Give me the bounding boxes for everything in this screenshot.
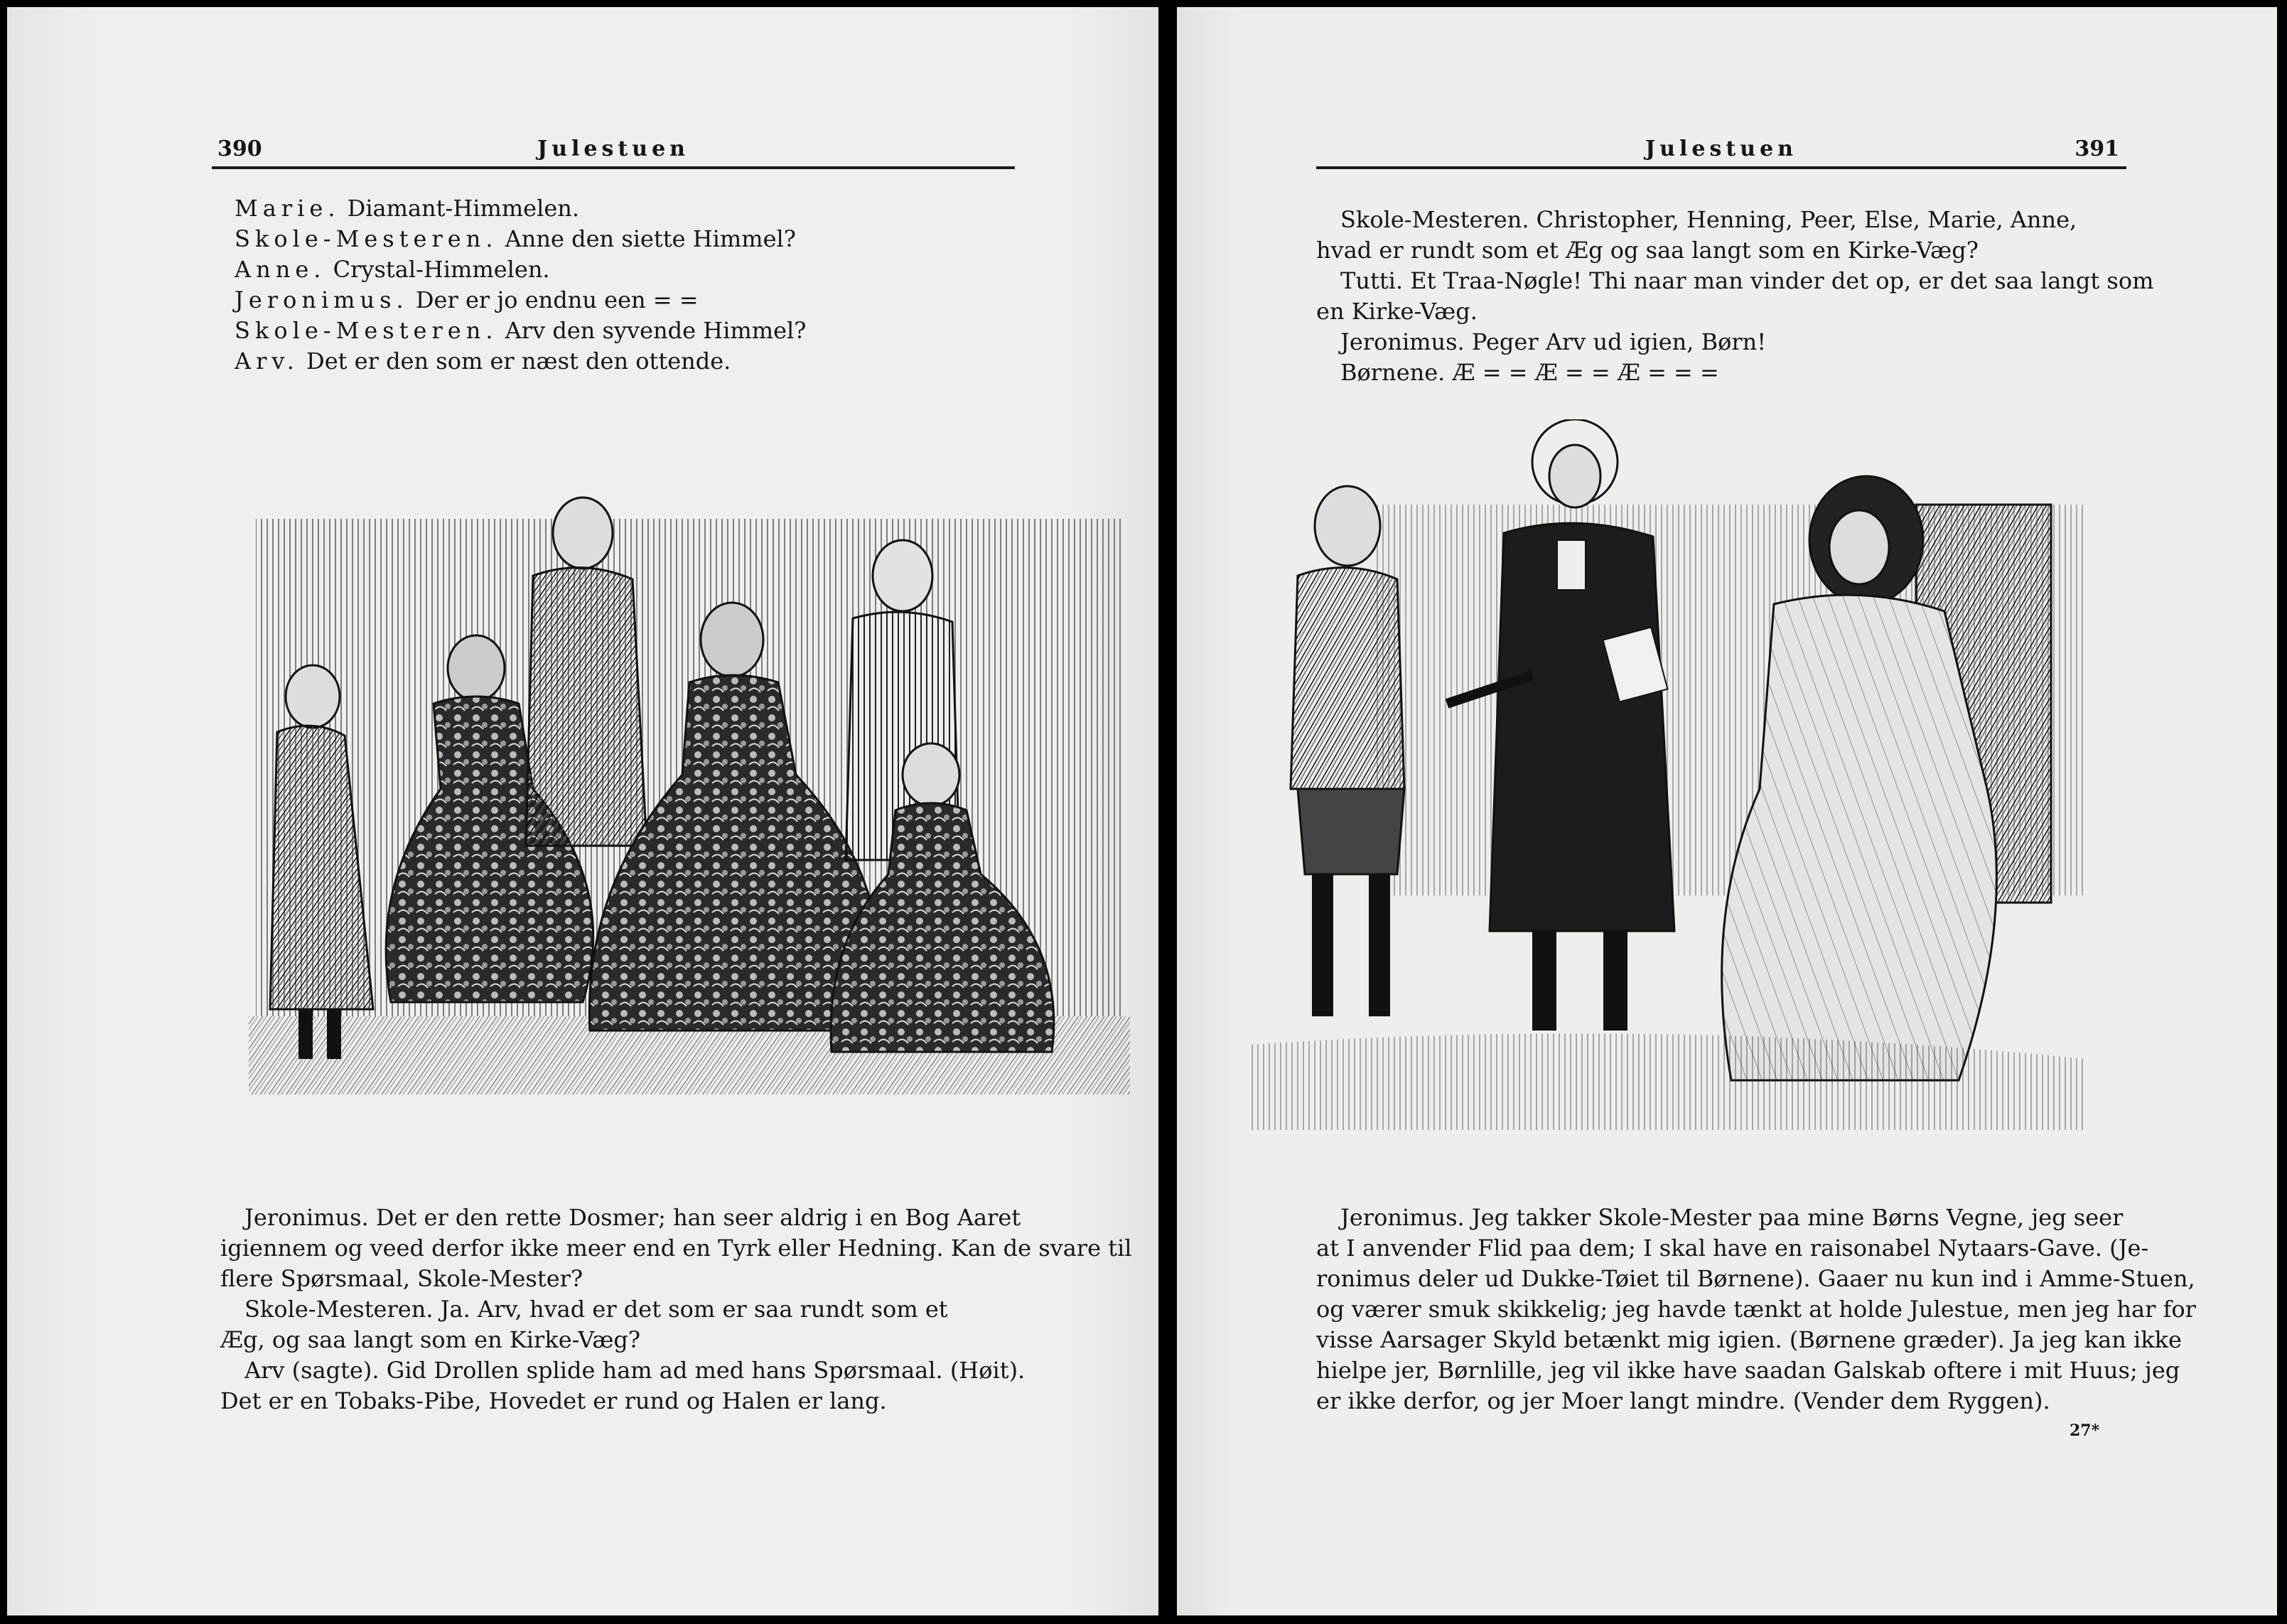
text-line: Tutti. Et Traa-Nøgle! Thi naar man vinder det op, er det saa langt som bbox=[1340, 267, 2154, 294]
speech: Der er jo endnu een = = bbox=[415, 286, 699, 313]
dialogue-line bbox=[235, 285, 806, 316]
text-line: Jeronimus. Peger Arv ud igien, Børn! bbox=[1340, 328, 1767, 355]
signature-mark: 27* bbox=[2070, 1421, 2100, 1440]
text-line: Det er en Tobaks-Pibe, Hovedet er rund og Halen er lang. bbox=[220, 1387, 887, 1414]
text-line: Jeronimus. Jeg takker Skole-Mester paa mine Børns Vegne, jeg seer bbox=[1340, 1204, 2124, 1231]
speaker: Arv. bbox=[235, 348, 299, 375]
dialogue-line bbox=[235, 316, 806, 346]
text-line: igiennem og veed derfor ikke meer end en Tyrk eller Hedning. Kan de svare til bbox=[220, 1235, 1132, 1262]
illustration-children bbox=[249, 490, 1130, 1130]
speaker: Anne. bbox=[235, 256, 326, 283]
text-line: ronimus deler ud Dukke-Tøiet til Børnene). Gaaer nu kun ind i Amme-Stuen, bbox=[1316, 1265, 2195, 1292]
right-bottom-dialogue bbox=[1316, 1203, 2196, 1416]
right-page bbox=[1177, 7, 2277, 1615]
speaker: Skole-Mesteren. bbox=[235, 225, 498, 252]
speech: Diamant-Himmelen. bbox=[347, 195, 580, 222]
dialogue-line bbox=[235, 254, 806, 285]
text-line: og værer smuk skikkelig; jeg havde tænkt at holde Julestue, men jeg har for bbox=[1316, 1296, 2196, 1323]
text-line: flere Spørsmaal, Skole-Mester? bbox=[220, 1265, 583, 1292]
right-top-dialogue bbox=[1316, 205, 2153, 388]
text-line: hielpe jer, Børnlille, jeg vil ikke have saadan Galskab oftere i mit Huus; jeg bbox=[1316, 1357, 2180, 1384]
left-top-dialogue bbox=[235, 193, 806, 377]
speaker: Jeronimus. bbox=[235, 286, 409, 313]
text-line: er ikke derfor, og jer Moer langt mindre. (Vender dem Ryggen). bbox=[1316, 1387, 2050, 1414]
text-line: Jeronimus. Det er den rette Dosmer; han seer aldrig i en Bog Aaret bbox=[244, 1204, 1021, 1231]
text-line: Arv (sagte). Gid Drollen splide ham ad med hans Spørsmaal. (Høit). bbox=[244, 1357, 1026, 1384]
text-line: hvad er rundt som et Æg og saa langt som en Kirke-Væg? bbox=[1316, 237, 1979, 264]
speech: Crystal-Himmelen. bbox=[333, 256, 550, 283]
illustration-schoolmaster bbox=[1234, 419, 2115, 1144]
schoolmaster-engraving bbox=[1234, 419, 2115, 1144]
dialogue-line bbox=[235, 193, 806, 224]
left-page bbox=[7, 7, 1158, 1615]
text-line: Æg, og saa langt som en Kirke-Væg? bbox=[220, 1326, 641, 1353]
dialogue-line bbox=[235, 346, 806, 377]
running-head-left bbox=[212, 134, 1015, 169]
text-line: visse Aarsager Skyld betænkt mig igien. (Børnene græder). Ja jeg kan ikke bbox=[1316, 1326, 2182, 1353]
page-number-right: 391 bbox=[2075, 136, 2119, 161]
children-engraving bbox=[249, 490, 1130, 1130]
left-bottom-dialogue bbox=[220, 1203, 1132, 1416]
running-title-right: Julestuen bbox=[1645, 136, 1797, 161]
speech: Det er den som er næst den ottende. bbox=[306, 348, 731, 375]
text-line: en Kirke-Væg. bbox=[1316, 298, 1478, 325]
speech: Anne den siette Himmel? bbox=[505, 225, 796, 252]
page-number-left: 390 bbox=[217, 136, 262, 161]
speaker: Marie. bbox=[235, 195, 340, 222]
speech: Arv den syvende Himmel? bbox=[505, 317, 807, 344]
running-head-right bbox=[1316, 134, 2126, 169]
text-line: Skole-Mesteren. Ja. Arv, hvad er det som er saa rundt som et bbox=[244, 1296, 948, 1323]
dialogue-line bbox=[235, 224, 806, 254]
text-line: Børnene. Æ = = Æ = = Æ = = = bbox=[1340, 359, 1719, 386]
text-line: at I anvender Flid paa dem; I skal have en raisonabel Nytaars-Gave. (Je- bbox=[1316, 1235, 2149, 1262]
text-line: Skole-Mesteren. Christopher, Henning, Peer, Else, Marie, Anne, bbox=[1340, 206, 2077, 233]
running-title-left: Julestuen bbox=[537, 136, 689, 161]
speaker: Skole-Mesteren. bbox=[235, 317, 498, 344]
